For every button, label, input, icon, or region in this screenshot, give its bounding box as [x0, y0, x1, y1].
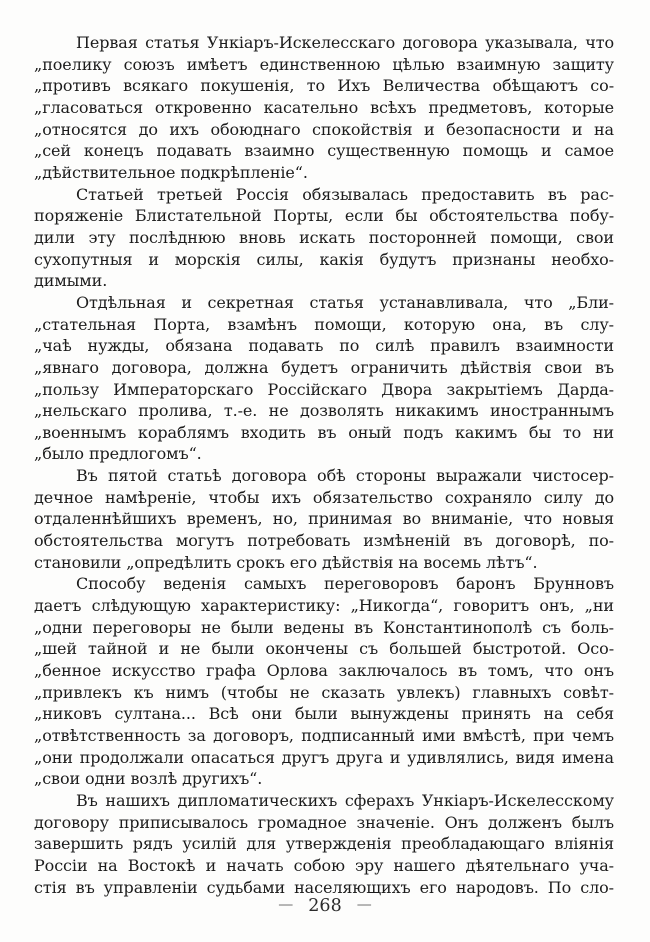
footer-dash-left: —	[278, 895, 294, 913]
text-line: димыми.	[34, 271, 108, 291]
text-line: „бенное искусство графа Орлова заключалось въ томъ, что онъ	[34, 661, 614, 681]
text-line: Отдѣльная и секретная статья устанавливала, что „Бли-	[76, 292, 614, 312]
text-line: Россіи на Востокѣ и начать собою эру нашего дѣятельнаго уча-	[34, 855, 614, 875]
text-line: дили эту послѣднюю вновь искать посторонней помощи, свои	[34, 227, 614, 247]
text-line: „явнаго договора, должна будетъ ограничить дѣйствія свои въ	[34, 357, 614, 377]
page-number: 268	[308, 896, 342, 916]
text-line: „гласоваться откровенно касательно всѣхъ предметовъ, которые	[34, 97, 614, 117]
text-line: Статьей третьей Россія обязывалась предоставить въ рас-	[76, 184, 614, 204]
text-line: „отвѣтственность за договоръ, подписанный ими вмѣстѣ, при чемъ	[34, 726, 614, 745]
text-line: „они продолжали опасаться другъ друга и удивлялись, видя имена	[34, 747, 614, 767]
text-line: „пользу Императорскаго Россійскаго Двора закрытіемъ Дарда-	[34, 379, 614, 399]
text-line: „привлекъ къ нимъ (чтобы не сказать увлекъ) главныхъ совѣт-	[34, 682, 614, 702]
text-line: Способу веденія самыхъ переговоровъ баронъ Брунновъ	[76, 574, 614, 594]
text-line: „военнымъ кораблямъ входить въ оный подъ какимъ бы то ни	[34, 422, 614, 442]
text-line: „никовъ султана... Всѣ они были вынуждены принять на себя	[34, 704, 614, 724]
text-line: „было предлогомъ“.	[34, 444, 202, 464]
text-line: поряженіе Блистательной Порты, если бы обстоятельства побу-	[34, 206, 614, 226]
text-line: сухопутныя и морскія силы, какія будутъ признаны необхо-	[34, 249, 614, 269]
text-line: даетъ слѣдующую характеристику: „Никогда“, говоритъ онъ, „ни	[34, 596, 614, 616]
text-line: дечное намѣреніе, чтобы ихъ обязательство сохраняло силу до	[34, 487, 614, 507]
text-line: обстоятельства могутъ потребовать измѣненій въ договорѣ, по-	[34, 531, 614, 551]
text-line: „противъ всякаго покушенія, то Ихъ Величества обѣщаютъ со-	[34, 76, 614, 96]
text-line: „сей конецъ подавать взаимно существенную помощь и самое	[34, 141, 614, 161]
text-line: „относятся до ихъ обоюднаго спокойствія и безопасности и на	[34, 119, 614, 139]
text-line: „чаѣ нужды, обязана подавать по силѣ правилъ взаимности	[34, 336, 614, 356]
text-line: Первая статья Ункіаръ-Искелесскаго договора указывала, что	[76, 33, 614, 52]
text-line: „одни переговоры не были ведены въ Константинополѣ съ боль-	[34, 617, 614, 637]
text-line: „свои одни возлѣ другихъ“.	[34, 769, 263, 789]
text-line: „шей тайной и не были окончены съ большей быстротой. Осо-	[34, 639, 614, 659]
text-line: завершить рядъ усилій для утвержденія преобладающаго вліянія	[34, 834, 614, 854]
page-footer	[0, 896, 650, 916]
page-text	[34, 32, 614, 898]
text-line: отдаленнѣйшихъ временъ, но, принимая во вниманіе, что новыя	[34, 509, 614, 529]
footer-dash-right: —	[356, 895, 372, 913]
text-line: „поелику союзъ имѣетъ единственною цѣлью взаимную защиту	[34, 54, 614, 74]
text-line: Въ нашихъ дипломатическихъ сферахъ Ункіаръ-Искелесскому	[76, 790, 614, 810]
text-line: „дѣйствительное подкрѣпленіе“.	[34, 162, 308, 182]
text-line: становили „опредѣлить срокъ его дѣйствія на восемь лѣтъ“.	[34, 552, 538, 572]
text-line: Въ пятой статьѣ договора обѣ стороны выражали чистосер-	[76, 466, 614, 486]
text-line: стія въ управленіи судьбами населяющихъ его народовъ. По сло-	[34, 877, 614, 897]
text-line: „стательная Порта, взамѣнъ помощи, которую она, въ слу-	[34, 314, 614, 334]
text-line: „нельскаго пролива, т.-е. не дозволять никакимъ иностраннымъ	[34, 401, 614, 421]
text-line: договору приписывалось громадное значеніе. Онъ долженъ былъ	[34, 812, 614, 832]
